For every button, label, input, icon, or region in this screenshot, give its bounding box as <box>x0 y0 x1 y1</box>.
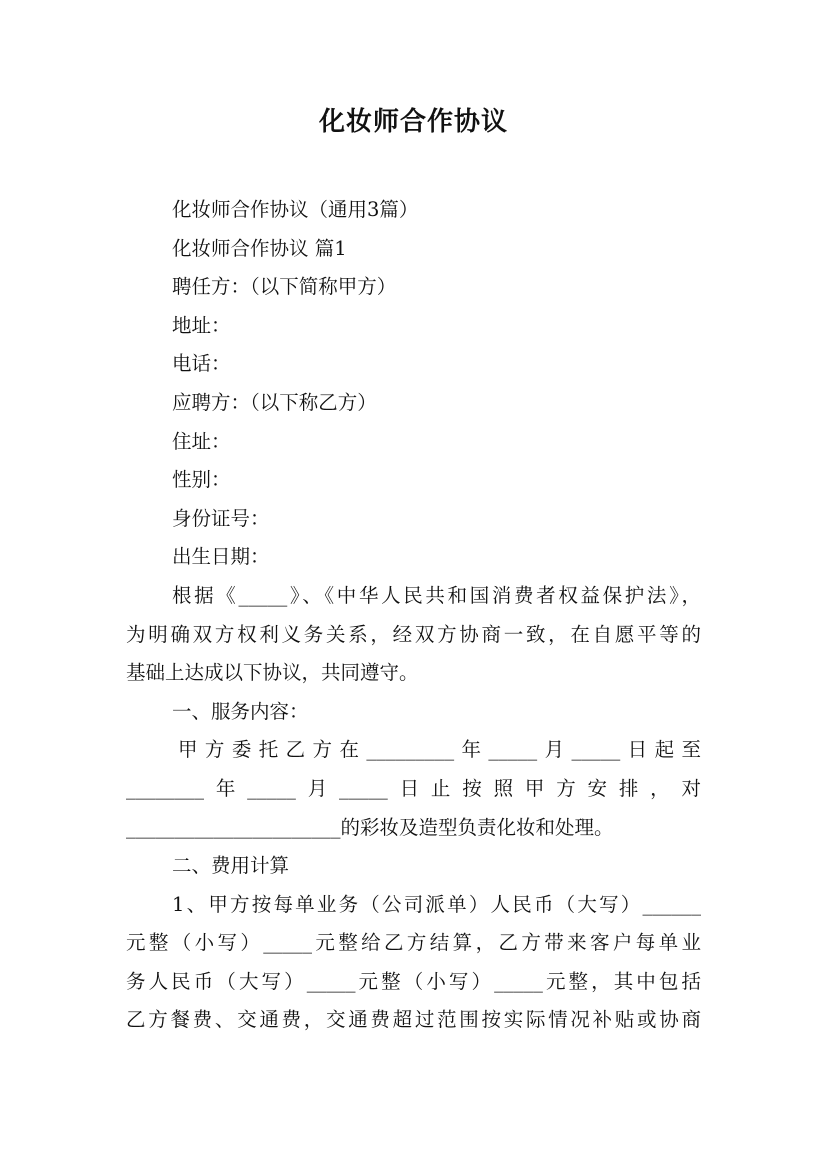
paragraph-line: 乙方餐费、交通费，交通费超过范围按实际情况补贴或协商 <box>126 1008 701 1032</box>
section-heading: 化妆师合作协议 篇1 <box>172 236 347 260</box>
paragraph-line: 1、甲方按每单业务（公司派单）人民币（大写）______ <box>172 892 701 916</box>
birth-date-line: 出生日期： <box>172 545 270 569</box>
paragraph-line: ______________________的彩妆及造型负责化妆和处理。 <box>126 815 614 839</box>
document-body <box>126 191 701 1040</box>
address-line: 地址： <box>172 313 231 337</box>
employee-line: 应聘方：（以下称乙方） <box>172 390 377 414</box>
paragraph-line: 基础上达成以下协议，共同遵守。 <box>126 661 419 685</box>
employer-line: 聘任方：（以下简称甲方） <box>172 275 397 299</box>
paragraph-line: 甲方委托乙方在_________年_____月_____日起至 <box>178 738 701 762</box>
subtitle-line: 化妆师合作协议（通用3篇） <box>172 198 419 221</box>
id-number-line: 身份证号： <box>172 506 270 530</box>
section-heading: 一、服务内容： <box>172 699 309 723</box>
paragraph-line: 元整（小写）_____元整给乙方结算，乙方带来客户每单业 <box>126 931 701 955</box>
residence-line: 住址： <box>172 429 231 453</box>
document-title: 化妆师合作协议 <box>318 107 508 137</box>
gender-line: 性别： <box>172 468 231 492</box>
paragraph-line: ________年_____月_____日止按照甲方安排，对 <box>126 776 701 800</box>
paragraph-line: 为明确双方权利义务关系，经双方协商一致，在自愿平等的 <box>126 622 701 646</box>
paragraph-line: 根据《_____》、《中华人民共和国消费者权益保护法》， <box>172 583 701 607</box>
phone-line: 电话： <box>172 352 231 376</box>
paragraph-line: 务人民币（大写）_____元整（小写）_____元整，其中包括 <box>126 969 701 993</box>
section-heading: 二、费用计算 <box>172 854 290 878</box>
